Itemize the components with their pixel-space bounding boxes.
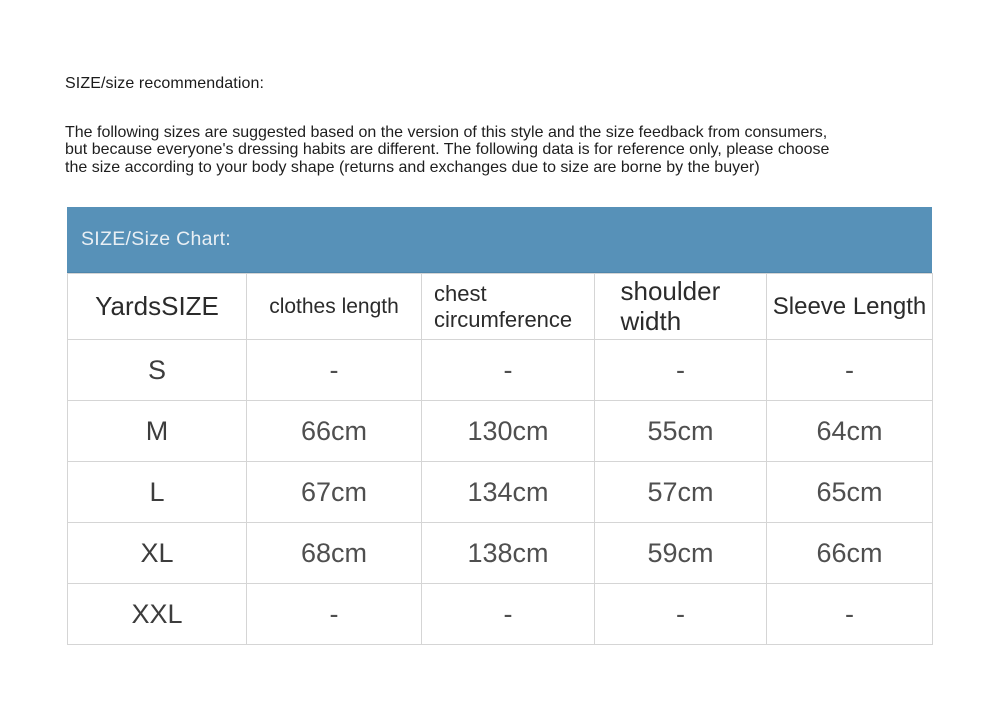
sleeve-length-value: 66cm (767, 523, 933, 584)
sleeve-length-value: - (767, 584, 933, 645)
column-header-yards-size: YardsSIZE (68, 274, 247, 340)
chest-circumference-value: 130cm (422, 401, 595, 462)
section-description (65, 124, 945, 176)
shoulder-width-value: 59cm (595, 523, 767, 584)
sleeve-length-value: 65cm (767, 462, 933, 523)
sleeve-length-value: 64cm (767, 401, 933, 462)
table-row-size-s (68, 340, 933, 401)
clothes-length-value: - (247, 584, 422, 645)
description-line: but because everyone's dressing habits are different. The following data is for reference only, please choose (65, 141, 830, 159)
shoulder-width-value: - (595, 340, 767, 401)
size-label: S (68, 340, 247, 401)
shoulder-width-value: 57cm (595, 462, 767, 523)
table-row-size-xxl (68, 584, 933, 645)
size-label: XXL (68, 584, 247, 645)
column-header-clothes-length: clothes length (247, 274, 422, 340)
sleeve-length-value: - (767, 340, 933, 401)
chest-circumference-value: - (422, 584, 595, 645)
chest-circumference-value: - (422, 340, 595, 401)
column-header-shoulder-width (595, 274, 767, 340)
column-header-chest-circumference: chest circumference (422, 274, 595, 340)
shoulder-width-value: 55cm (595, 401, 767, 462)
chest-circumference-value: 134cm (422, 462, 595, 523)
description-line: the size according to your body shape (returns and exchanges due to size are borne by the buyer) (65, 158, 760, 176)
shoulder-width-value: - (595, 584, 767, 645)
clothes-length-value: - (247, 340, 422, 401)
table-row-size-m (68, 401, 933, 462)
clothes-length-value: 66cm (247, 401, 422, 462)
header-row (68, 274, 933, 340)
size-chart-title: SIZE/Size Chart: (81, 228, 232, 250)
size-label: XL (68, 523, 247, 584)
clothes-length-value: 67cm (247, 462, 422, 523)
description-line: The following sizes are suggested based on the version of this style and the size feedback from consumers, (65, 124, 828, 141)
column-header-shoulder-width-label: shoulder width (620, 275, 721, 336)
column-header-sleeve-length: Sleeve Length (767, 274, 933, 340)
size-label: M (68, 401, 247, 462)
chest-circumference-value: 138cm (422, 523, 595, 584)
size-label: L (68, 462, 247, 523)
table-row-size-xl (68, 523, 933, 584)
table-row-size-l (68, 462, 933, 523)
section-title: SIZE/size recommendation: (65, 75, 265, 92)
clothes-length-value: 68cm (247, 523, 422, 584)
size-chart-header-bar (67, 207, 932, 273)
size-chart-table (67, 273, 933, 645)
